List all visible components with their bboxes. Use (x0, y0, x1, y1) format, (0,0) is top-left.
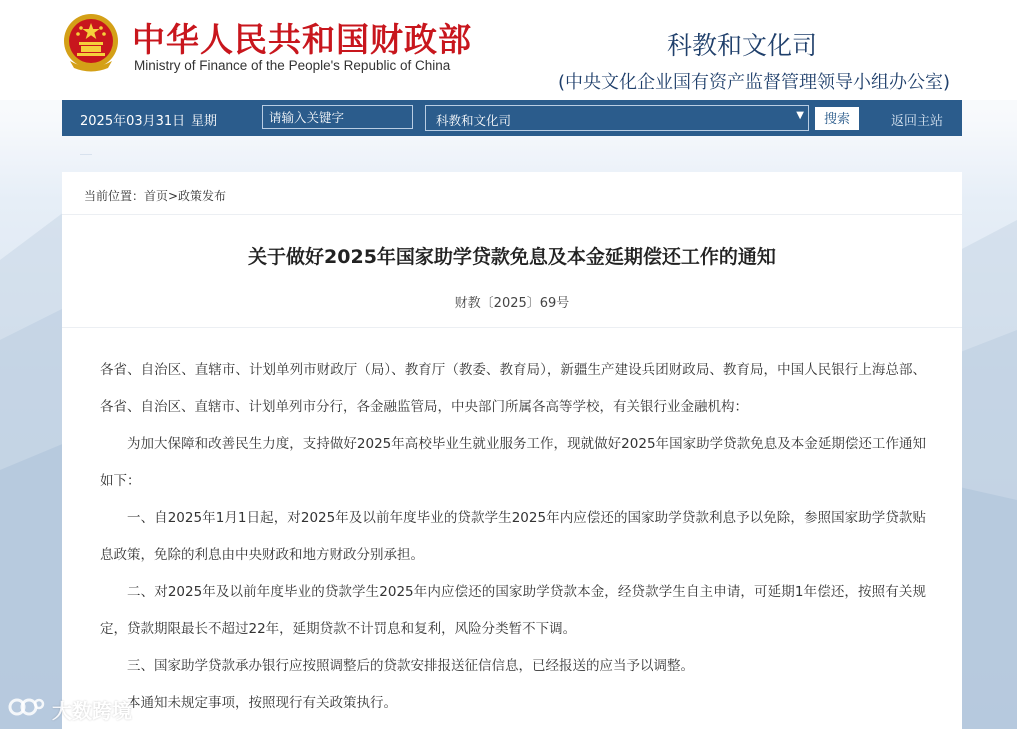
ministry-name-en: Ministry of Finance of the People's Republic of China (134, 58, 451, 73)
chevron-down-icon: ▼ (796, 110, 804, 121)
current-weekday: 星期 (191, 114, 218, 129)
article-paragraph-item-1: 一、自2025年1月1日起，对2025年及以前年度毕业的贷款学生2025年内应偿还的国家助学贷款利息予以免除，参照国家助学贷款贴息政策，免除的利息由中央财政和地方财政分别承担。 (100, 510, 926, 563)
site-select-value: 科教和文化司 (436, 113, 512, 128)
national-emblem-icon (62, 11, 120, 73)
search-input[interactable] (262, 105, 413, 129)
article-title: 关于做好2025年国家助学贷款免息及本金延期偿还工作的通知 (248, 246, 776, 268)
site-header (0, 0, 1017, 100)
article-paragraph-item-2: 二、对2025年及以前年度毕业的贷款学生2025年内应偿还的国家助学贷款本金，经贷款学生自主申请，可延期1年偿还，按照有关规定，贷款期限最长不超过22年，延期贷款不计罚息和复利，风险分类暂不下调。 (100, 584, 926, 637)
article-paragraph-item-3: 三、国家助学贷款承办银行应按照调整后的贷款安排报送征信信息，已经报送的应当予以调整。 (127, 658, 694, 674)
divider (62, 214, 962, 215)
document-number: 财教〔2025〕69号 (454, 296, 570, 311)
watermark-logo-icon (8, 694, 46, 720)
search-button[interactable]: 搜索 (815, 107, 859, 130)
return-home-link[interactable]: 返回主站 (891, 114, 944, 129)
divider (62, 327, 962, 328)
breadcrumb: 当前位置：首页>政策发布 (84, 189, 227, 203)
article-paragraph-addressees: 各省、自治区、直辖市、计划单列市财政厅（局）、教育厅（教委、教育局），新疆生产建设兵团财政局、教育局，中国人民银行上海总部、各省、自治区、直辖市、计划单列市分行，各金融监管局，中央部门所属各高等学校，有关银行业金融机构： (100, 362, 926, 415)
article-panel (62, 172, 962, 729)
department-title: 科教和文化司 (667, 31, 818, 60)
article-paragraph-closing: 本通知未规定事项，按照现行有关政策执行。 (127, 695, 397, 711)
current-date: 2025年03月31日 (80, 114, 186, 129)
site-select-dropdown[interactable] (425, 105, 809, 131)
article-paragraph-intro: 为加大保障和改善民生力度，支持做好2025年高校毕业生就业服务工作，现就做好2025年国家助学贷款免息及本金延期偿还工作通知如下： (100, 436, 926, 489)
ministry-name-cn: 中华人民共和国财政部 (132, 20, 472, 59)
watermark-text: 大数跨境 (52, 699, 132, 723)
decorative-dash (80, 154, 92, 155)
department-subtitle: (中央文化企业国有资产监督管理领导小组办公室) (558, 72, 951, 93)
top-navbar (62, 100, 962, 136)
